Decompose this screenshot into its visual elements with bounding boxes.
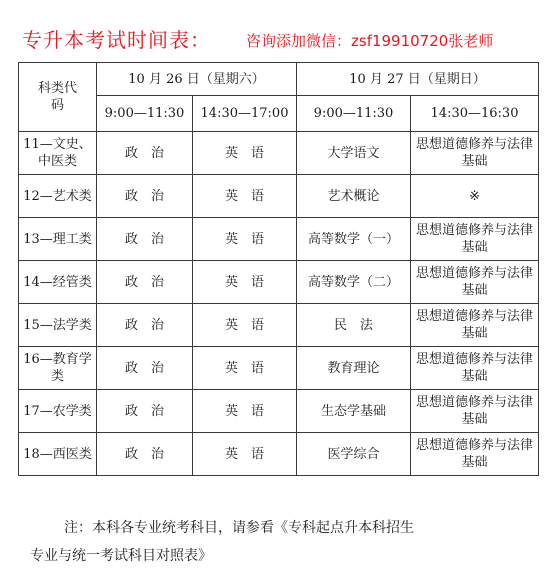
category-code-cell: 18—西医类	[19, 433, 97, 476]
subject-cell: 高等数学（一）	[297, 218, 411, 261]
time-slot-header: 14:30—16:30	[411, 96, 539, 132]
subject-cell: 教育理论	[297, 347, 411, 390]
table-row	[19, 304, 539, 347]
subject-cell: 英 语	[193, 347, 297, 390]
day1-header: 10 月 26 日（星期六）	[97, 63, 297, 96]
subject-cell: 政 治	[97, 390, 193, 433]
category-code-cell: 17—农学类	[19, 390, 97, 433]
subject-cell: 英 语	[193, 304, 297, 347]
subject-cell: 英 语	[193, 132, 297, 175]
subject-cell: 政 治	[97, 218, 193, 261]
subject-cell: 思想道德修养与法律基础	[411, 218, 539, 261]
subject-cell: 医学综合	[297, 433, 411, 476]
subject-cell: 政 治	[97, 433, 193, 476]
subject-cell: 政 治	[97, 175, 193, 218]
subject-cell: 艺术概论	[297, 175, 411, 218]
header	[0, 0, 558, 55]
subject-cell: 政 治	[97, 304, 193, 347]
subject-cell: 英 语	[193, 175, 297, 218]
time-slot-header: 14:30—17:00	[193, 96, 297, 132]
category-code-cell: 16—教育学类	[19, 347, 97, 390]
table-row	[19, 218, 539, 261]
subject-cell: 思想道德修养与法律基础	[411, 390, 539, 433]
category-code-cell: 15—法学类	[19, 304, 97, 347]
subject-cell: 思想道德修养与法律基础	[411, 304, 539, 347]
page-title: 专升本考试时间表：	[22, 28, 211, 52]
subject-cell: 思想道德修养与法律基础	[411, 433, 539, 476]
subject-cell: 政 治	[97, 132, 193, 175]
subject-cell: 英 语	[193, 261, 297, 304]
table-row	[19, 175, 539, 218]
category-code-header: 科类代码	[19, 63, 97, 132]
subject-cell: 民 法	[297, 304, 411, 347]
subject-cell: 英 语	[193, 218, 297, 261]
footnote-line: 注：本科各专业统考科目，请参看《专科起点升本科招生	[64, 520, 414, 536]
subject-cell: 英 语	[193, 390, 297, 433]
subject-cell: 英 语	[193, 433, 297, 476]
category-code-cell: 14—经管类	[19, 261, 97, 304]
day2-header: 10 月 27 日（星期日）	[297, 63, 539, 96]
table-row	[19, 390, 539, 433]
subject-cell: 思想道德修养与法律基础	[411, 132, 539, 175]
subject-cell: 政 治	[97, 261, 193, 304]
exam-schedule-table	[18, 62, 539, 476]
table-row	[19, 433, 539, 476]
category-code-cell: 12—艺术类	[19, 175, 97, 218]
subject-cell: 政 治	[97, 347, 193, 390]
time-header-row	[19, 96, 539, 132]
subject-cell: 高等数学（二）	[297, 261, 411, 304]
category-code-cell: 13—理工类	[19, 218, 97, 261]
time-slot-header: 9:00—11:30	[297, 96, 411, 132]
subject-cell: ※	[411, 175, 539, 218]
subject-cell: 思想道德修养与法律基础	[411, 261, 539, 304]
time-slot-header: 9:00—11:30	[97, 96, 193, 132]
subject-cell: 思想道德修养与法律基础	[411, 347, 539, 390]
contact-info: 咨询添加微信：zsf19910720张老师	[246, 32, 494, 50]
footnote-line: 专业与统一考试科目对照表》	[30, 548, 212, 564]
table-row	[19, 347, 539, 390]
category-code-cell: 11—文史、中医类	[19, 132, 97, 175]
table-row	[19, 261, 539, 304]
subject-cell: 大学语文	[297, 132, 411, 175]
table-row	[19, 132, 539, 175]
footnote	[30, 514, 550, 570]
table-header-row	[19, 63, 539, 96]
subject-cell: 生态学基础	[297, 390, 411, 433]
